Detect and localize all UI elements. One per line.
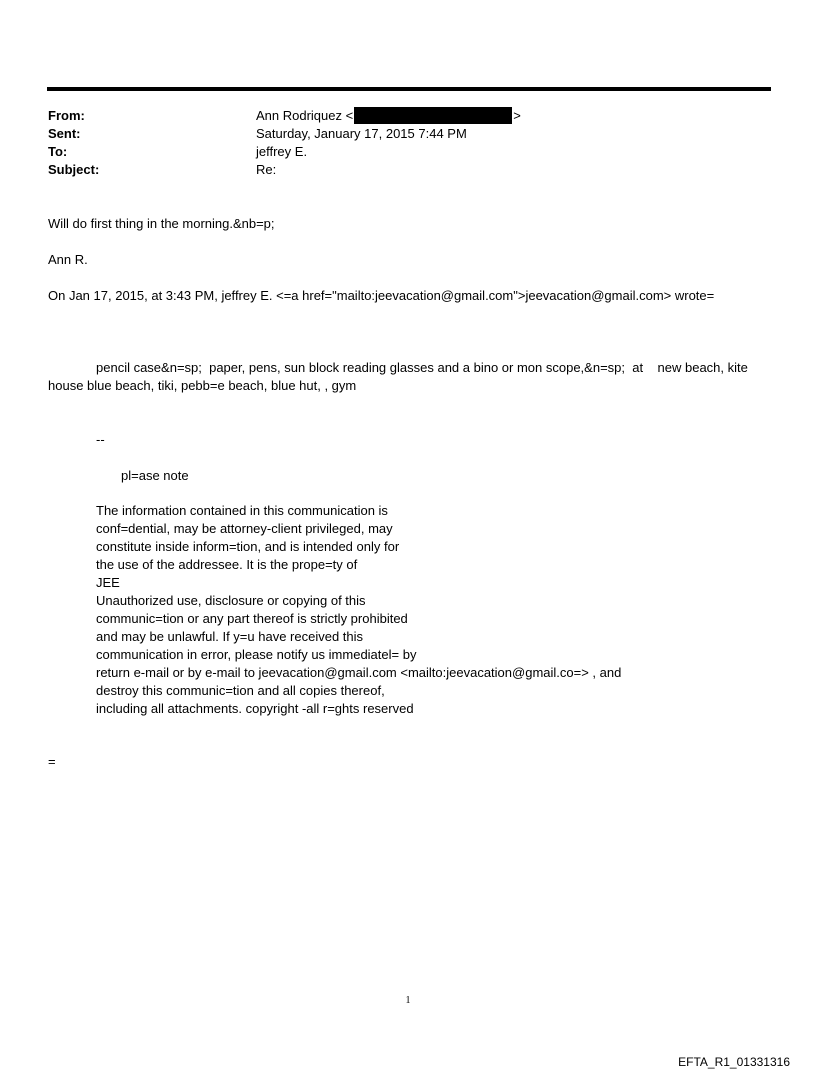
from-suffix: >	[513, 108, 521, 123]
disclaimer-line: including all attachments. copyright -all r=ghts reserved	[96, 701, 414, 716]
disclaimer-line: return e-mail or by e-mail to jeevacation@gmail.com <mailto:jeevacation@gmail.co=> , and	[96, 665, 622, 680]
header-rule	[47, 87, 771, 91]
disclaimer-line: constitute inside inform=tion, and is intended only for	[96, 539, 400, 554]
trailing-equals: =	[48, 754, 56, 769]
disclaimer-line: conf=dential, may be attorney-client privileged, may	[96, 521, 393, 536]
redaction-box	[354, 107, 512, 124]
from-name: Ann Rodriquez <	[256, 108, 354, 123]
disclaimer-line: Unauthorized use, disclosure or copying of this	[96, 593, 366, 608]
from-value	[256, 107, 521, 125]
signature-dashes: --	[96, 432, 105, 447]
signature: Ann R.	[48, 252, 88, 267]
disclaimer-line: The information contained in this communication is	[96, 503, 388, 518]
please-note: pl=ase note	[121, 468, 189, 483]
sent-row	[48, 125, 768, 143]
from-label: From:	[48, 108, 85, 123]
disclaimer-line: JEE	[96, 575, 120, 590]
subject-label: Subject:	[48, 162, 100, 177]
to-label: To:	[48, 144, 68, 159]
sent-label: Sent:	[48, 126, 81, 141]
to-value: jeffrey E.	[256, 144, 308, 159]
disclaimer-line: the use of the addressee. It is the prope=ty of	[96, 557, 358, 572]
from-row	[48, 107, 768, 125]
page-number: 1	[405, 995, 411, 1006]
disclaimer-line: and may be unlawful. If y=u have received this	[96, 629, 364, 644]
subject-value: Re:	[256, 162, 277, 177]
quote-intro: On Jan 17, 2015, at 3:43 PM, jeffrey E. <=a href="mailto:jeevacation@gmail.com">jeevacation@gmail.com> wrote=	[48, 288, 715, 303]
to-row	[48, 143, 768, 161]
disclaimer-line: destroy this communic=tion and all copies thereof,	[96, 683, 385, 698]
body-line-1: Will do first thing in the morning.&nb=p;	[48, 216, 275, 231]
disclaimer-line: communication in error, please notify us immediatel= by	[96, 647, 417, 662]
sent-value: Saturday, January 17, 2015 7:44 PM	[256, 126, 467, 141]
quoted-line-2: house blue beach, tiki, pebb=e beach, blue hut, , gym	[48, 378, 357, 393]
disclaimer-line: communic=tion or any part thereof is strictly prohibited	[96, 611, 408, 626]
document-id: EFTA_R1_01331316	[678, 1055, 790, 1069]
subject-row	[48, 161, 768, 179]
quoted-line-1: pencil case&n=sp; paper, pens, sun block reading glasses and a bino or mon scope,&n=sp; at new beach, kite	[96, 360, 748, 375]
